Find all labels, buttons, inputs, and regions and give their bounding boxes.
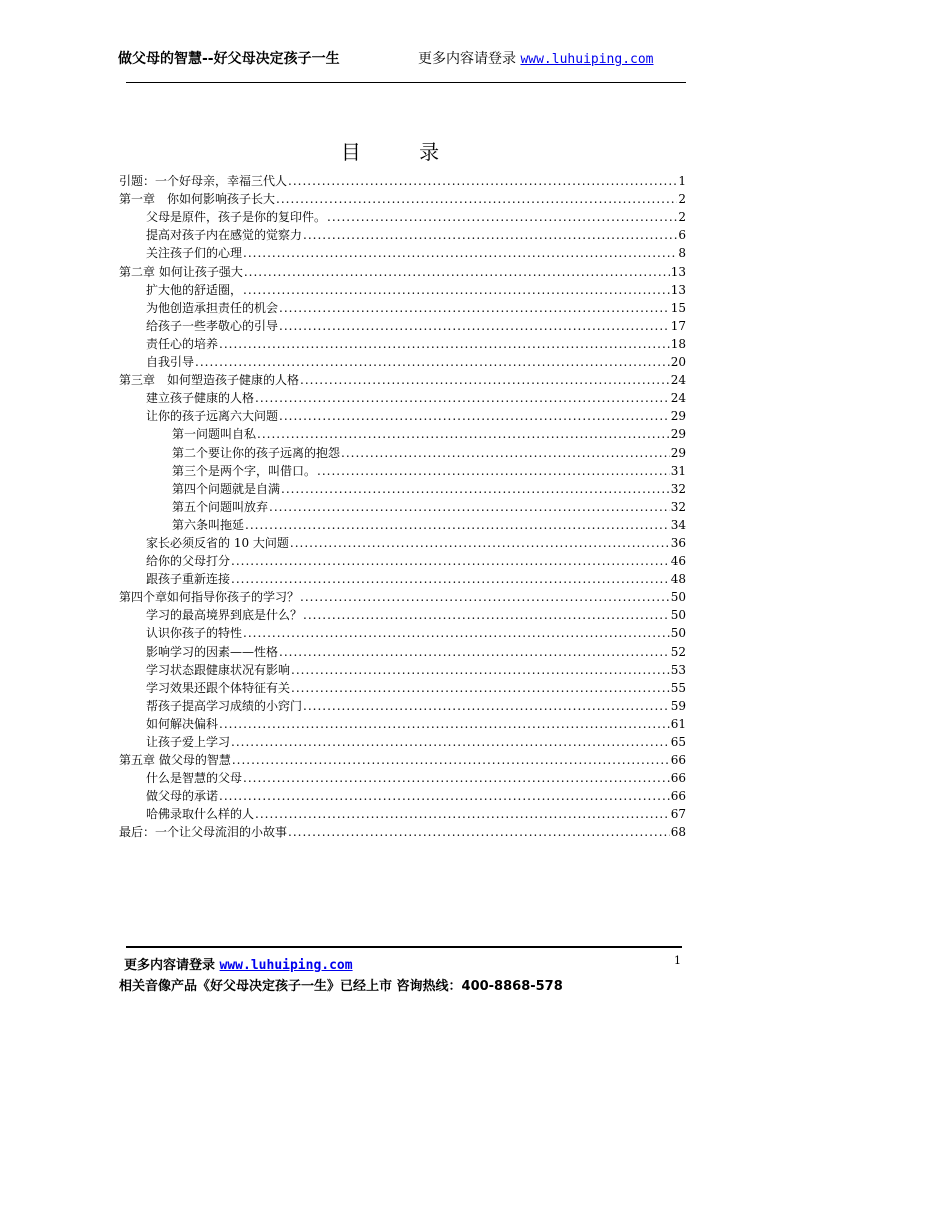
toc-entry-page: 67 <box>670 807 686 822</box>
toc-entry-label: 认识你孩子的特性 <box>146 626 243 641</box>
toc-leader-dots <box>255 391 670 405</box>
toc-leader-dots <box>290 536 670 550</box>
toc-entry-page: 50 <box>670 590 686 605</box>
toc-leader-dots <box>231 735 670 749</box>
toc-entry-page: 65 <box>670 735 686 749</box>
toc-entry-label: 第一问题叫自私 <box>172 427 257 442</box>
header-divider <box>126 82 686 83</box>
page-header <box>118 48 686 70</box>
toc-entry[interactable] <box>119 423 686 441</box>
toc-entry-page: 50 <box>670 608 686 623</box>
toc-leader-dots <box>244 265 670 279</box>
toc-leader-dots <box>195 355 670 369</box>
toc-entry-label: 家长必须反省的 10 大问题 <box>146 535 289 550</box>
toc-leader-dots <box>243 626 670 640</box>
toc-entry-label: 第三章 如何塑造孩子健康的人格 <box>119 373 300 388</box>
toc-entry-page: 32 <box>670 481 686 496</box>
toc-entry-label: 第一章 你如何影响孩子长大 <box>119 192 276 207</box>
toc-entry[interactable] <box>119 622 686 640</box>
toc-entry-page: 18 <box>670 336 686 351</box>
toc-leader-dots <box>303 699 670 713</box>
toc-entry[interactable] <box>119 659 686 677</box>
toc-entry[interactable] <box>119 695 686 713</box>
footer-website-link[interactable]: www.luhuiping.com <box>219 958 353 973</box>
toc-entry[interactable] <box>119 369 686 387</box>
toc-entry-page: 13 <box>670 282 686 297</box>
toc-entry-label: 扩大他的舒适圈， <box>146 282 243 297</box>
toc-leader-dots <box>231 572 670 586</box>
footer-divider <box>126 946 682 948</box>
toc-entry-page: 34 <box>670 517 686 532</box>
toc-entry-label: 学习状态跟健康状况有影响 <box>146 662 291 677</box>
toc-leader-dots <box>317 464 670 478</box>
toc-entry-page: 48 <box>670 572 686 587</box>
toc-entry-page: 53 <box>670 662 686 677</box>
toc-leader-dots <box>219 789 670 803</box>
toc-leader-dots <box>257 427 670 441</box>
toc-entry[interactable] <box>119 188 686 206</box>
toc-entry[interactable] <box>119 224 686 242</box>
header-more-prefix: 更多内容请登录 <box>418 51 521 67</box>
toc-leader-dots <box>255 807 670 821</box>
toc-entry[interactable] <box>119 206 686 224</box>
toc-entry[interactable] <box>119 170 686 188</box>
toc-leader-dots <box>303 608 670 622</box>
toc-entry-label: 给你的父母打分 <box>146 554 231 569</box>
toc-leader-dots <box>245 518 670 532</box>
toc-entry-label: 建立孩子健康的人格 <box>146 391 255 406</box>
toc-entry[interactable] <box>119 749 686 767</box>
toc-entry-page: 32 <box>670 499 686 514</box>
toc-entry-label: 影响学习的因素——性格 <box>146 644 279 659</box>
toc-entry[interactable] <box>119 315 686 333</box>
toc-entry[interactable] <box>119 586 686 604</box>
toc-leader-dots <box>243 246 677 260</box>
toc-entry-label: 为他创造承担责任的机会 <box>146 300 279 315</box>
toc-entry-label: 如何解决偏科 <box>146 716 219 731</box>
toc-leader-dots <box>243 283 670 297</box>
toc-entry-label: 自我引导 <box>146 355 195 370</box>
toc-entry-page: 66 <box>670 753 686 768</box>
toc-entry-page: 52 <box>670 644 686 659</box>
toc-entry[interactable] <box>119 731 686 749</box>
toc-leader-dots <box>269 500 670 514</box>
toc-leader-dots <box>279 301 670 315</box>
toc-entry-label: 让你的孩子远离六大问题 <box>146 409 279 424</box>
toc-entry-page: 24 <box>670 373 686 388</box>
toc-entry-label: 责任心的培养 <box>146 336 219 351</box>
toc-entry-label: 第二章 如何让孩子强大 <box>119 264 243 279</box>
toc-entry[interactable] <box>119 514 686 532</box>
toc-leader-dots <box>303 228 677 242</box>
toc-leader-dots <box>279 409 670 423</box>
toc-entry[interactable] <box>119 297 686 315</box>
toc-entry[interactable] <box>119 821 686 839</box>
toc-leader-dots <box>300 590 670 604</box>
toc-entry[interactable] <box>119 333 686 351</box>
toc-entry-page: 24 <box>670 391 686 406</box>
toc-entry-label: 给孩子一些孝敬心的引导 <box>146 318 279 333</box>
toc-entry[interactable] <box>119 351 686 369</box>
toc-leader-dots <box>291 663 670 677</box>
toc-entry[interactable] <box>119 279 686 297</box>
toc-leader-dots <box>281 482 670 496</box>
page-number: 1 <box>674 954 681 967</box>
toc-leader-dots <box>279 319 670 333</box>
toc-entry[interactable] <box>119 478 686 496</box>
header-website-link[interactable]: www.luhuiping.com <box>520 52 654 67</box>
toc-entry-label: 让孩子爱上学习 <box>146 735 231 749</box>
toc-entry[interactable] <box>119 532 686 550</box>
toc-entry-page: 20 <box>670 355 686 370</box>
toc-entry[interactable] <box>119 803 686 821</box>
toc-entry-label: 学习效果还跟个体特征有关 <box>146 680 291 695</box>
header-title: 做父母的智慧--好父母决定孩子一生 <box>118 51 340 67</box>
toc-entry-label: 帮孩子提高学习成绩的小窍门 <box>146 698 303 713</box>
toc-entry[interactable] <box>119 713 686 731</box>
toc-entry[interactable] <box>119 441 686 459</box>
toc-leader-dots <box>219 717 670 731</box>
header-more-info <box>418 48 654 68</box>
toc-entry-page: 61 <box>670 716 686 731</box>
toc-entry[interactable] <box>119 604 686 622</box>
footer-product-line: 相关音像产品《好父母决定孩子一生》已经上市 咨询热线：400-8868-578 <box>119 979 563 994</box>
toc-entry-page: 68 <box>670 825 686 840</box>
toc-entry[interactable] <box>119 550 686 568</box>
toc-entry-page: 17 <box>670 318 686 333</box>
toc-leader-dots <box>288 825 670 839</box>
table-of-contents <box>119 170 686 839</box>
toc-leader-dots <box>243 771 670 785</box>
toc-entry[interactable] <box>119 496 686 514</box>
toc-entry[interactable] <box>119 767 686 785</box>
toc-leader-dots <box>341 446 670 460</box>
toc-entry-label: 做父母的承诺 <box>146 789 219 804</box>
toc-entry-page: 46 <box>670 554 686 569</box>
toc-entry-page: 50 <box>670 626 686 641</box>
toc-entry-label: 最后：一个让父母流泪的小故事 <box>119 825 288 840</box>
footer-more-prefix: 更多内容请登录 <box>124 958 220 973</box>
toc-entry-page: 31 <box>670 463 686 478</box>
toc-entry-page: 55 <box>670 680 686 695</box>
toc-leader-dots <box>279 645 670 659</box>
toc-leader-dots <box>327 210 677 224</box>
toc-entry[interactable] <box>119 405 686 423</box>
toc-entry-label: 学习的最高境界到底是什么？ <box>146 608 303 623</box>
footer-more-info <box>124 954 353 973</box>
toc-entry-page: 13 <box>670 264 686 279</box>
toc-entry-page: 2 <box>678 192 686 207</box>
toc-entry-label: 跟孩子重新连接 <box>146 572 231 587</box>
toc-entry[interactable] <box>119 568 686 586</box>
toc-entry[interactable] <box>119 785 686 803</box>
toc-entry-label: 第二个要让你的孩子远离的抱怨 <box>172 445 341 460</box>
toc-entry[interactable] <box>119 640 686 658</box>
toc-entry[interactable] <box>119 677 686 695</box>
toc-entry-page: 66 <box>670 771 686 786</box>
toc-leader-dots <box>231 554 670 568</box>
toc-entry-label: 哈佛录取什么样的人 <box>146 807 255 822</box>
toc-entry-label: 第五个问题叫放弃 <box>172 499 269 514</box>
toc-entry-label: 第四个章如何指导你孩子的学习？ <box>119 590 300 605</box>
toc-entry-label: 第五章 做父母的智慧 <box>119 753 231 768</box>
toc-entry-page: 6 <box>678 228 686 243</box>
toc-leader-dots <box>232 753 670 767</box>
toc-entry[interactable] <box>119 260 686 278</box>
toc-entry-page: 15 <box>670 300 686 315</box>
toc-leader-dots <box>219 337 670 351</box>
toc-title: 目 录 <box>340 140 466 164</box>
toc-entry-page: 66 <box>670 789 686 804</box>
toc-entry-label: 第六条叫拖延 <box>172 517 245 532</box>
toc-entry-label: 父母是原件，孩子是你的复印件。 <box>146 210 327 225</box>
toc-entry-page: 29 <box>670 445 686 460</box>
toc-entry-label: 提高对孩子内在感觉的觉察力 <box>146 228 303 243</box>
toc-entry-page: 29 <box>670 427 686 442</box>
toc-leader-dots <box>291 681 670 695</box>
toc-entry[interactable] <box>119 460 686 478</box>
toc-entry-page: 2 <box>678 210 686 225</box>
toc-leader-dots <box>276 192 677 206</box>
toc-entry[interactable] <box>119 387 686 405</box>
toc-entry-page: 59 <box>670 698 686 713</box>
toc-leader-dots <box>300 373 670 387</box>
toc-leader-dots <box>288 174 677 188</box>
toc-entry-page: 1 <box>678 174 686 189</box>
toc-entry-label: 第三个是两个字，叫借口。 <box>172 463 317 478</box>
toc-entry-label: 第四个问题就是自满 <box>172 481 281 496</box>
toc-entry-label: 关注孩子们的心理 <box>146 246 243 261</box>
toc-entry-page: 36 <box>670 535 686 550</box>
toc-entry-page: 29 <box>670 409 686 424</box>
toc-entry[interactable] <box>119 242 686 260</box>
toc-entry-label: 什么是智慧的父母 <box>146 771 243 786</box>
toc-entry-page: 8 <box>678 246 686 261</box>
toc-entry-label: 引题：一个好母亲，幸福三代人 <box>119 174 288 189</box>
